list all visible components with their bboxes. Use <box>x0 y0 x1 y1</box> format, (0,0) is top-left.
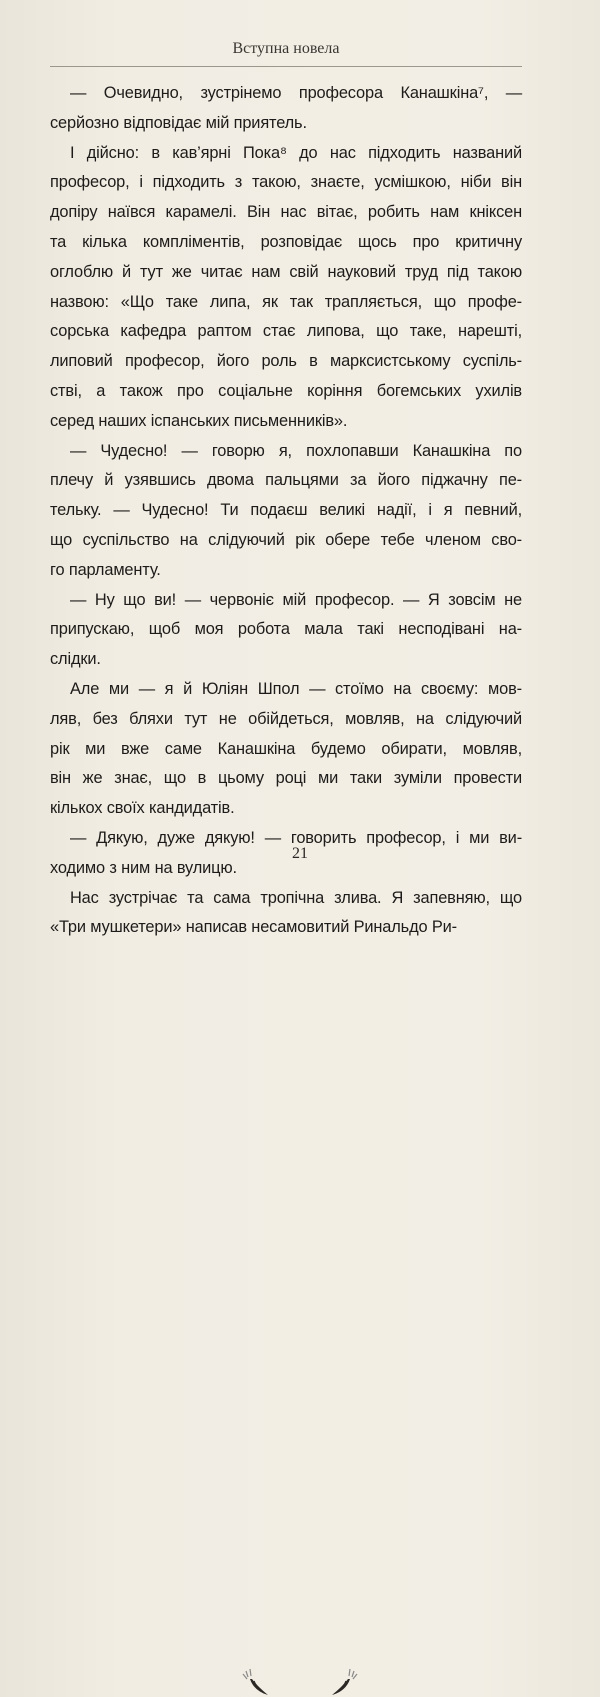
text-line: — Ну що ви! — червоніє мій професор. — Я зовсім не <box>70 590 522 609</box>
page-body <box>50 79 522 943</box>
running-header: Вступна новела <box>232 40 340 57</box>
text-line: ляв, без бляхи тут не обійдеться, мовляв, на слідуючий <box>50 709 522 728</box>
text-line: І дійсно: в кав’ярні Пока⁸ до нас підходить названий <box>70 143 522 162</box>
text-line: що суспільство на слідуючий рік обере тебе членом сво- <box>50 530 522 549</box>
text-line: кількох своїх кандидатів. <box>50 799 235 818</box>
text-line: Але ми — я й Юліян Шпол — стоїмо на своєму: мов- <box>70 679 522 698</box>
paragraph <box>50 884 522 944</box>
text-line: оглоблю й тут же читає нам свій науковий труд під такою <box>50 262 522 281</box>
text-line: серед наших іспанських письменників». <box>50 411 348 430</box>
text-line: Нас зустрічає та сама тропічна злива. Я запевняю, що <box>70 888 522 907</box>
text-line: тельку. — Чудесно! Ти подаєш великі надії, і я певний, <box>50 501 522 520</box>
text-line: допіру наївся карамелі. Він нас вітає, робить нам кніксен <box>50 203 522 222</box>
text-line: слідки. <box>50 650 101 669</box>
text-line: рік ми вже саме Канашкіна будемо обирати, мовляв, <box>50 739 522 758</box>
text-line: стві, а також про соціальне коріння богемських ухилів <box>50 381 522 400</box>
header-rule <box>50 66 522 67</box>
text-line: плечу й узявшись двома пальцями за його піджачну пе- <box>50 471 522 490</box>
text-line: сорська кафедра раптом стає липова, що таке, нарешті, <box>50 322 522 341</box>
text-line: припускаю, щоб моя робота мала такі несподівані на- <box>50 620 522 639</box>
paragraph <box>50 437 522 586</box>
text-line: «Три мушкетери» написав несамовитий Ринальдо Ри- <box>50 918 457 937</box>
text-line: го парламенту. <box>50 560 161 579</box>
text-line: — Чудесно! — говорю я, похлопавши Канашкіна по <box>70 441 522 460</box>
paragraph <box>50 675 522 824</box>
text-line: серйозно відповідає мій приятель. <box>50 113 307 132</box>
text-line: — Дякую, дуже дякую! — говорить професор, і ми ви- <box>70 828 522 847</box>
text-line: ходимо з ним на вулицю. <box>50 858 237 877</box>
text-line: назвою: «Що таке липа, як так трапляється, що профе- <box>50 292 522 311</box>
paragraph <box>50 586 522 675</box>
text-line: липовий професор, його роль в марксистському суспіль- <box>50 352 522 371</box>
page-number: 21 <box>292 845 308 862</box>
text-line: професор, і підходить з такою, знаєте, усмішкою, ніби він <box>50 173 522 192</box>
paragraph <box>50 79 522 139</box>
text-line: він же знає, що в цьому році ми таки зуміли провести <box>50 769 522 788</box>
leaf-ornament-left-icon <box>240 1667 280 1697</box>
paragraph <box>50 139 522 437</box>
leaf-ornament-right-icon <box>320 1667 360 1697</box>
text-line: та кілька компліментів, розповідає щось про критичну <box>50 232 522 251</box>
text-line: — Очевидно, зустрінемо професора Канашкіна⁷, — <box>70 84 522 102</box>
